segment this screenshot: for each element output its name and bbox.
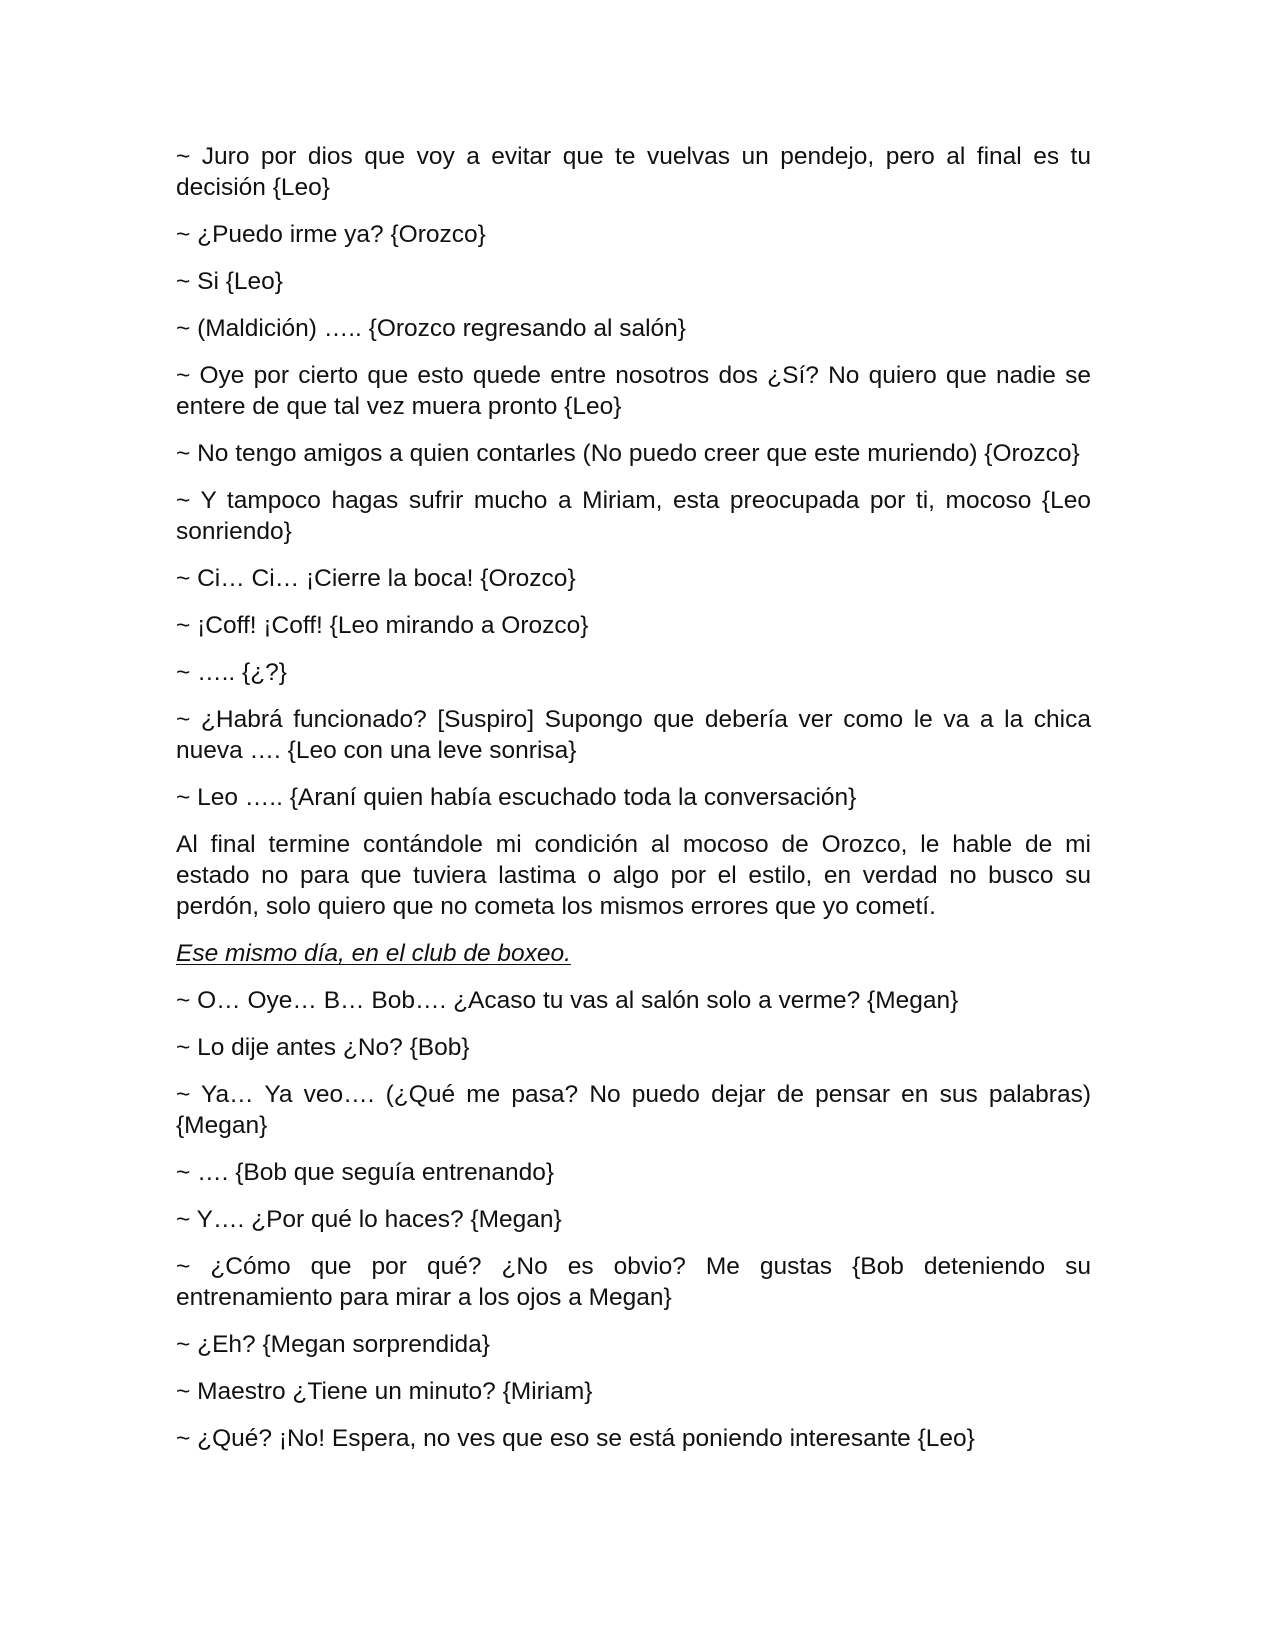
dialogue-line: ~ Ci… Ci… ¡Cierre la boca! {Orozco} <box>176 565 576 592</box>
document-body <box>176 141 1091 1470</box>
dialogue-line: ~ Y tampoco hagas sufrir mucho a Miriam, esta preocupada por ti, mocoso {Leo sonriendo} <box>176 487 1091 545</box>
dialogue-line: ~ Oye por cierto que esto quede entre nosotros dos ¿Sí? No quiero que nadie se entere de que tal vez muera pronto {Leo} <box>176 362 1091 420</box>
dialogue-line: ~ Si {Leo} <box>176 268 283 295</box>
dialogue-line: ~ Lo dije antes ¿No? {Bob} <box>176 1034 470 1061</box>
dialogue-line: ~ …. {Bob que seguía entrenando} <box>176 1159 555 1186</box>
dialogue-line: ~ ¿Puedo irme ya? {Orozco} <box>176 221 486 248</box>
dialogue-line: ~ Ya… Ya veo…. (¿Qué me pasa? No puedo dejar de pensar en sus palabras) {Megan} <box>176 1081 1091 1139</box>
scene-heading: Ese mismo día, en el club de boxeo. <box>176 940 571 967</box>
dialogue-line: ~ No tengo amigos a quien contarles (No puedo creer que este muriendo) {Orozco} <box>176 440 1080 467</box>
dialogue-line: ~ ¿Cómo que por qué? ¿No es obvio? Me gustas {Bob deteniendo su entrenamiento para mirar a los ojos a Megan} <box>176 1253 1091 1311</box>
dialogue-line: ~ Juro por dios que voy a evitar que te vuelvas un pendejo, pero al final es tu decisión {Leo} <box>176 143 1091 201</box>
dialogue-line: ~ ¡Coff! ¡Coff! {Leo mirando a Orozco} <box>176 612 589 639</box>
dialogue-line: ~ O… Oye… B… Bob…. ¿Acaso tu vas al salón solo a verme? {Megan} <box>176 987 959 1014</box>
dialogue-line: ~ Maestro ¿Tiene un minuto? {Miriam} <box>176 1378 593 1405</box>
dialogue-line: ~ (Maldición) ….. {Orozco regresando al salón} <box>176 315 686 342</box>
dialogue-line: ~ Leo ….. {Araní quien había escuchado toda la conversación} <box>176 784 857 811</box>
dialogue-line: ~ ¿Habrá funcionado? [Suspiro] Supongo que debería ver como le va a la chica nueva …. {Leo con una leve sonrisa} <box>176 706 1091 764</box>
dialogue-line: ~ ¿Qué? ¡No! Espera, no ves que eso se está poniendo interesante {Leo} <box>176 1425 975 1452</box>
dialogue-line: ~ ¿Eh? {Megan sorprendida} <box>176 1331 490 1358</box>
narration-paragraph: Al final termine contándole mi condición al mocoso de Orozco, le hable de mi estado no para que tuviera lastima o algo por el estilo, en verdad no busco su perdón, solo quiero que no cometa los mismos errores que yo cometí. <box>176 831 1091 920</box>
dialogue-line: ~ ….. {¿?} <box>176 659 287 686</box>
dialogue-line: ~ Y…. ¿Por qué lo haces? {Megan} <box>176 1206 562 1233</box>
